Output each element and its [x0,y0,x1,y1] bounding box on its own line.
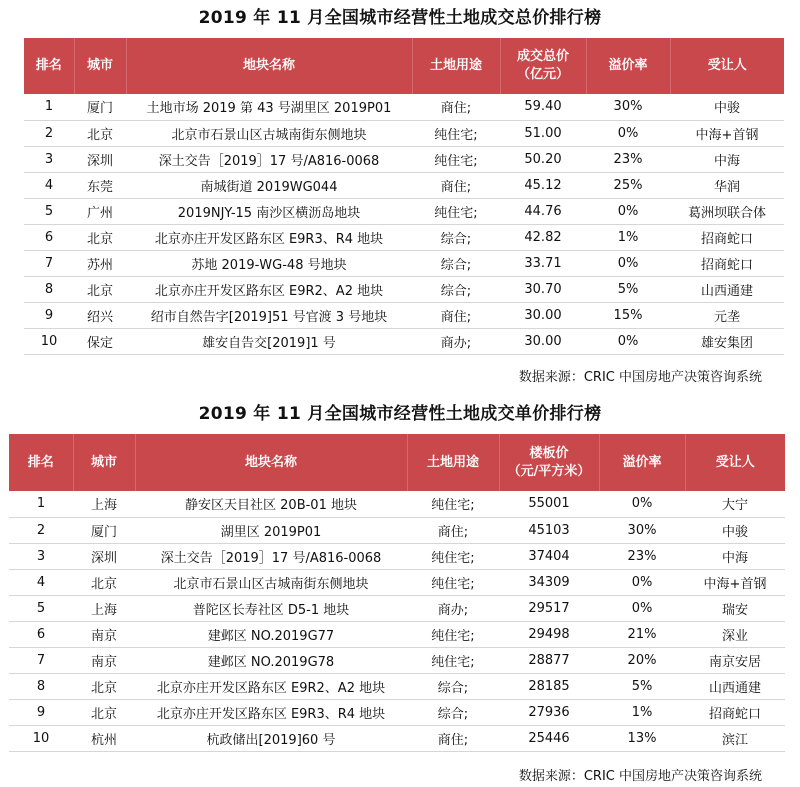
cell-land-use: 综合; [407,699,499,725]
cell-parcel-name: 北京市石景山区古城南街东侧地块 [135,569,407,595]
cell-buyer: 山西通建 [685,673,785,699]
cell-premium-rate: 5% [586,276,670,302]
cell-premium-rate: 30% [586,94,670,120]
cell-land-use: 纯住宅; [407,543,499,569]
cell-city: 上海 [73,491,135,517]
cell-land-use: 商办; [407,595,499,621]
cell-price: 55001 [499,491,599,517]
cell-buyer: 南京安居 [685,647,785,673]
cell-land-use: 纯住宅; [412,120,500,146]
cell-parcel-name: 绍市自然告字[2019]51 号官渡 3 号地块 [126,302,412,328]
cell-buyer: 招商蛇口 [685,699,785,725]
cell-city: 广州 [74,198,126,224]
col-header-total-price-line1: 成交总价 [516,49,569,64]
cell-buyer: 葛洲坝联合体 [670,198,784,224]
cell-city: 南京 [73,647,135,673]
cell-parcel-name: 建邺区 NO.2019G78 [135,647,407,673]
cell-city: 北京 [74,224,126,250]
cell-premium-rate: 1% [586,224,670,250]
total-price-ranking-title: 2019 年 11 月全国城市经营性土地成交总价排行榜 [198,8,602,28]
table-row [9,621,785,647]
table-row [24,276,784,302]
cell-buyer: 招商蛇口 [670,250,784,276]
cell-city: 北京 [74,276,126,302]
cell-parcel-name: 杭政储出[2019]60 号 [135,725,407,751]
cell-parcel-name: 深土交告［2019］17 号/A816-0068 [126,146,412,172]
cell-buyer: 滨江 [685,725,785,751]
col-header-parcel: 地块名称 [135,434,407,491]
cell-parcel-name: 北京亦庄开发区路东区 E9R3、R4 地块 [135,699,407,725]
cell-buyer: 元垄 [670,302,784,328]
col-header-parcel: 地块名称 [126,38,412,94]
cell-premium-rate: 23% [599,543,685,569]
cell-rank: 1 [24,94,74,120]
table-row [24,224,784,250]
col-header-buyer: 受让人 [715,454,755,470]
cell-price: 44.76 [500,198,586,224]
cell-rank: 8 [9,673,73,699]
cell-city: 厦门 [73,517,135,543]
cell-buyer: 山西通建 [670,276,784,302]
table-row [9,699,785,725]
cell-rank: 7 [9,647,73,673]
cell-city: 东莞 [74,172,126,198]
cell-price: 25446 [499,725,599,751]
cell-premium-rate: 1% [599,699,685,725]
cell-rank: 5 [9,595,73,621]
table-row [24,172,784,198]
cell-premium-rate: 0% [586,120,670,146]
cell-rank: 6 [9,621,73,647]
cell-land-use: 商住; [412,94,500,120]
cell-land-use: 商住; [412,172,500,198]
cell-price: 33.71 [500,250,586,276]
cell-parcel-name: 2019NJY-15 南沙区横沥岛地块 [126,198,412,224]
table-row [24,302,784,328]
data-source-note: 数据来源：CRIC 中国房地产决策咨询系统 [518,370,762,385]
cell-rank: 1 [9,491,73,517]
cell-premium-rate: 0% [586,250,670,276]
cell-city: 北京 [73,673,135,699]
table-row [24,250,784,276]
table-row [9,517,785,543]
table-row [9,595,785,621]
table-row [24,120,784,146]
table-row [9,647,785,673]
col-header-rank: 排名 [24,38,74,94]
cell-rank: 4 [24,172,74,198]
cell-premium-rate: 0% [599,595,685,621]
cell-price: 29498 [499,621,599,647]
cell-price: 30.00 [500,328,586,354]
data-source-note: 数据来源：CRIC 中国房地产决策咨询系统 [518,769,762,784]
cell-buyer: 瑞安 [685,595,785,621]
cell-land-use: 纯住宅; [407,621,499,647]
table-header-row [9,434,785,491]
cell-buyer: 中海+首钢 [670,120,784,146]
table-header-row [24,38,784,94]
cell-rank: 9 [24,302,74,328]
cell-city: 南京 [73,621,135,647]
cell-buyer: 大宁 [685,491,785,517]
cell-city: 北京 [73,569,135,595]
cell-price: 28185 [499,673,599,699]
col-header-floor-price-line1: 楼板价 [529,445,569,461]
cell-rank: 8 [24,276,74,302]
cell-parcel-name: 静安区天目社区 20B-01 地块 [135,491,407,517]
col-header-rank: 排名 [9,434,73,491]
cell-buyer: 招商蛇口 [670,224,784,250]
cell-rank: 6 [24,224,74,250]
cell-land-use: 综合; [412,250,500,276]
cell-city: 杭州 [73,725,135,751]
cell-premium-rate: 5% [599,673,685,699]
cell-land-use: 纯住宅; [407,569,499,595]
col-header-total-price-unit: （亿元） [516,67,569,82]
cell-rank: 4 [9,569,73,595]
table-row [24,94,784,120]
cell-land-use: 商住; [407,517,499,543]
cell-buyer: 雄安集团 [670,328,784,354]
cell-price: 45103 [499,517,599,543]
col-header-use: 土地用途 [412,38,500,94]
unit-price-ranking-table [9,434,785,752]
table-row [24,146,784,172]
table-row [9,569,785,595]
cell-parcel-name: 建邺区 NO.2019G77 [135,621,407,647]
cell-price: 34309 [499,569,599,595]
col-header-city: 城市 [74,38,126,94]
cell-parcel-name: 深土交告［2019］17 号/A816-0068 [135,543,407,569]
cell-price: 28877 [499,647,599,673]
cell-parcel-name: 普陀区长寿社区 D5-1 地块 [135,595,407,621]
cell-premium-rate: 13% [599,725,685,751]
cell-land-use: 综合; [407,673,499,699]
cell-parcel-name: 北京市石景山区古城南街东侧地块 [126,120,412,146]
cell-rank: 9 [9,699,73,725]
table-row [9,673,785,699]
cell-parcel-name: 雄安自告交[2019]1 号 [126,328,412,354]
cell-premium-rate: 0% [586,328,670,354]
cell-parcel-name: 北京亦庄开发区路东区 E9R2、A2 地块 [135,673,407,699]
cell-premium-rate: 23% [586,146,670,172]
cell-buyer: 中骏 [670,94,784,120]
cell-price: 30.00 [500,302,586,328]
col-header-premium: 溢价率 [599,434,685,491]
cell-premium-rate: 0% [599,491,685,517]
cell-rank: 7 [24,250,74,276]
table-row [9,491,785,517]
table-row [9,725,785,751]
cell-city: 北京 [74,120,126,146]
total-price-ranking-table [24,38,784,355]
cell-parcel-name: 湖里区 2019P01 [135,517,407,543]
cell-price: 29517 [499,595,599,621]
col-header-city: 城市 [73,434,135,491]
cell-city: 深圳 [74,146,126,172]
cell-price: 51.00 [500,120,586,146]
col-header-floor-price [499,434,599,491]
cell-land-use: 商办; [412,328,500,354]
cell-land-use: 纯住宅; [407,491,499,517]
cell-city: 深圳 [73,543,135,569]
cell-city: 保定 [74,328,126,354]
cell-price: 45.12 [500,172,586,198]
cell-city: 苏州 [74,250,126,276]
cell-parcel-name: 苏地 2019-WG-48 号地块 [126,250,412,276]
unit-price-ranking-title: 2019 年 11 月全国城市经营性土地成交单价排行榜 [198,404,602,424]
cell-land-use: 综合; [412,224,500,250]
table-row [9,543,785,569]
cell-price: 50.20 [500,146,586,172]
cell-rank: 3 [24,146,74,172]
cell-premium-rate: 25% [586,172,670,198]
cell-land-use: 纯住宅; [407,647,499,673]
cell-premium-rate: 20% [599,647,685,673]
col-header-total-price [500,38,586,94]
cell-city: 上海 [73,595,135,621]
cell-rank: 2 [24,120,74,146]
cell-buyer: 深业 [685,621,785,647]
col-header-floor-price-unit: （元/平方米） [507,463,591,479]
cell-premium-rate: 30% [599,517,685,543]
cell-land-use: 纯住宅; [412,146,500,172]
table-row [24,328,784,354]
col-header-buyer: 受让人 [707,58,747,73]
cell-land-use: 综合; [412,276,500,302]
cell-land-use: 商住; [407,725,499,751]
cell-rank: 5 [24,198,74,224]
cell-price: 30.70 [500,276,586,302]
cell-parcel-name: 南城街道 2019WG044 [126,172,412,198]
table-row [24,198,784,224]
cell-land-use: 纯住宅; [412,198,500,224]
cell-city: 厦门 [74,94,126,120]
cell-city: 绍兴 [74,302,126,328]
cell-price: 42.82 [500,224,586,250]
cell-premium-rate: 0% [599,569,685,595]
cell-buyer: 中骏 [685,517,785,543]
cell-city: 北京 [73,699,135,725]
col-header-use: 土地用途 [407,434,499,491]
cell-rank: 10 [9,725,73,751]
cell-buyer: 中海 [670,146,784,172]
cell-buyer: 中海+首钢 [685,569,785,595]
cell-price: 27936 [499,699,599,725]
cell-parcel-name: 土地市场 2019 第 43 号湖里区 2019P01 [126,94,412,120]
cell-rank: 3 [9,543,73,569]
cell-price: 37404 [499,543,599,569]
cell-rank: 2 [9,517,73,543]
cell-rank: 10 [24,328,74,354]
cell-buyer: 中海 [685,543,785,569]
col-header-premium: 溢价率 [586,38,670,94]
cell-premium-rate: 15% [586,302,670,328]
cell-buyer: 华润 [670,172,784,198]
cell-land-use: 商住; [412,302,500,328]
cell-premium-rate: 0% [586,198,670,224]
cell-premium-rate: 21% [599,621,685,647]
cell-parcel-name: 北京亦庄开发区路东区 E9R2、A2 地块 [126,276,412,302]
cell-price: 59.40 [500,94,586,120]
cell-parcel-name: 北京亦庄开发区路东区 E9R3、R4 地块 [126,224,412,250]
